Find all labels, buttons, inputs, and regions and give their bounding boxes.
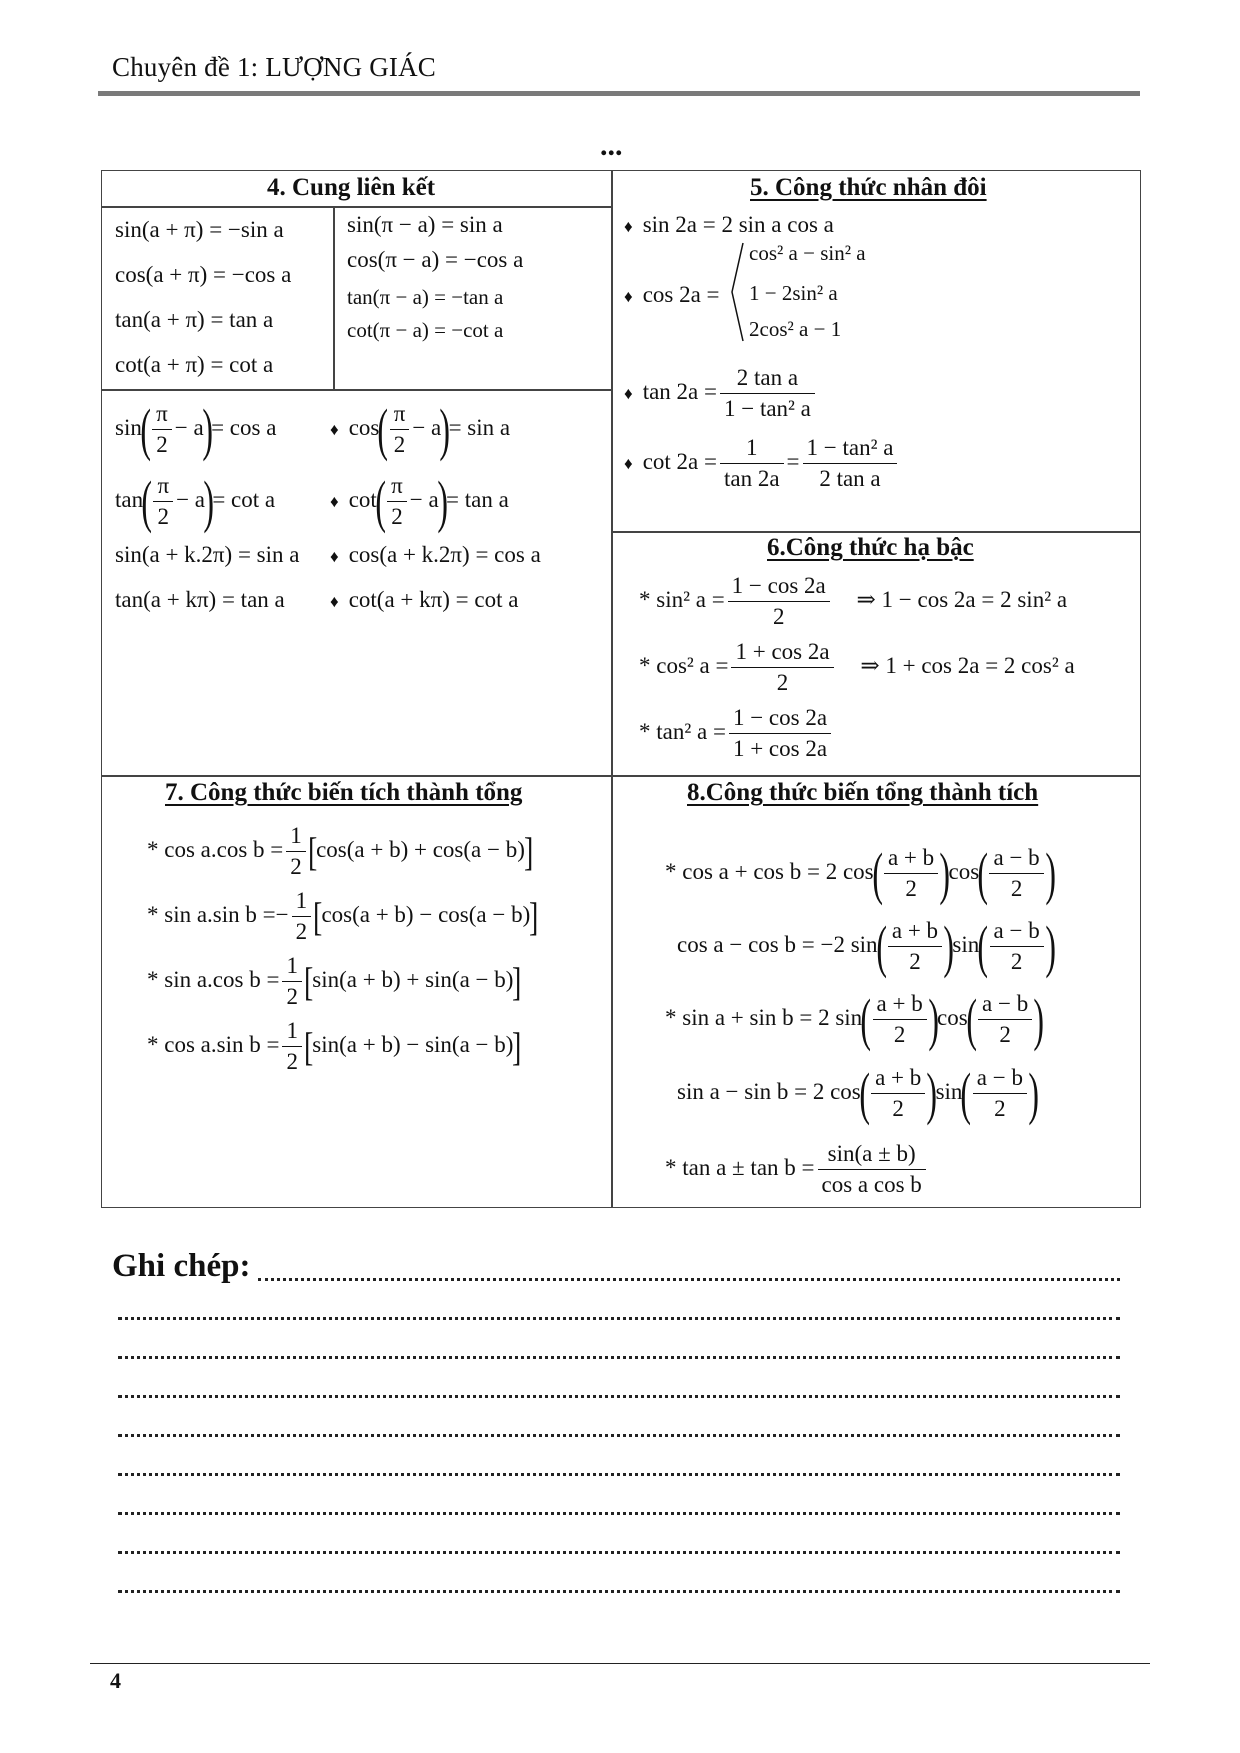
s6-title: 6.Công thức hạ bậc [767,534,974,561]
footer-rule [90,1663,1150,1664]
s4-right-1: sin(π − a) = sin a [347,212,503,237]
note-line-2[interactable] [118,1317,1120,1320]
s4-left-4: cot(a + π) = cot a [115,352,274,377]
s4-title-rule [102,206,611,208]
s5-title: 5. Công thức nhân đôi [750,174,987,201]
s5-cos2a-case-1: cos² a − sin² a [749,241,866,265]
s4-periodic-sin: sin(a + k.2π) = sin a [115,542,300,567]
s5-sin2a: ♦ sin 2a = 2 sin a cos a [624,212,834,237]
header-rule [98,91,1140,96]
note-line-3[interactable] [118,1356,1120,1359]
s4-comp-cot: ♦ cot( $\frac{\pi}{2}$ − a)= tan a [330,468,509,534]
s4-right-4: cot(π − a) = −cot a [347,318,504,342]
s4-col-divider [333,206,335,389]
s5-tan2a: ♦ tan 2a = $\frac{\text{2 tan a}}{\text{1 − tan² a}}$ [624,363,818,424]
s8-tan: * tan a ± tan b = $\frac{\sin(a \pm b)}{\text{cos a cos b}}$ [665,1139,929,1200]
s4-mid-rule [102,389,611,391]
notes-label: Ghi chép: [112,1248,251,1284]
s8-row-2: cos a − cos b = −2 sin( $\frac{a + b}{2}$ )sin( $\frac{a - b}{2}$ ) [677,913,1056,979]
ellipsis: ... [600,129,623,162]
page-number: 4 [110,1668,121,1693]
s7-title: 7. Công thức biến tích thành tổng [165,779,523,806]
s4-periodic-cos: ♦ cos(a + k.2π) = cos a [330,542,541,567]
brace-svg [730,241,744,343]
s4-title: 4. Cung liên kết [267,174,436,201]
s4-comp-cos: ♦ cos( $\frac{\pi}{2}$ − a)= sin a [330,396,511,462]
s6-row-3: * tan² a = $\frac{1 - \cos 2a}{1 + \cos 2a}$ [639,703,834,764]
row-divider [102,775,1140,777]
page-header: Chuyên đề 1: LƯỢNG GIÁC [112,52,437,82]
s6-row-1: * sin² a = $\frac{1 - \cos 2a}{2}$ ⇒ 1 − cos 2a = 2 sin² a [639,573,1068,629]
s4-left-2: cos(a + π) = −cos a [115,262,292,287]
s7-row-1: * cos a.cos b = $\frac{1}{2}$ [cos(a + b) + cos(a − b)] [147,823,534,879]
s6-row-2: * cos² a = $\frac{1 + \cos 2a}{2}$ ⇒ 1 + cos 2a = 2 cos² a [639,639,1075,695]
s4-left-1: sin(a + π) = −sin a [115,217,284,242]
note-line-6[interactable] [118,1473,1120,1476]
s4-periodic-tan: tan(a + kπ) = tan a [115,587,285,612]
s4-right-2: cos(π − a) = −cos a [347,247,524,272]
s5-cot2a: ♦ cot 2a = $\frac{1}{\tan 2a}$ = $\frac{\text{1 − tan² a}}{\text{2 tan a}}$ [624,433,900,494]
s5-cos2a-case-3: 2cos² a − 1 [749,317,842,341]
note-line-7[interactable] [118,1512,1120,1515]
center-divider [611,171,613,1207]
note-line-1[interactable] [258,1278,1120,1281]
s4-comp-tan: tan( $\frac{\pi}{2}$ − a)= cot a [115,468,276,534]
formula-table [101,170,1141,1208]
s7-row-4: * cos a.sin b = $\frac{1}{2}$ [sin(a + b) − sin(a − b)] [147,1018,522,1074]
note-line-5[interactable] [118,1434,1120,1437]
s4-comp-sin: sin( $\frac{\pi}{2}$ − a)= cos a [115,396,277,462]
note-line-9[interactable] [118,1590,1120,1593]
s7-row-2: * sin a.sin b =− $\frac{1}{2}$ [cos(a + b) − cos(a − b)] [147,888,539,944]
s8-row-1: * cos a + cos b = 2 cos( $\frac{a + b}{2}$ )cos( $\frac{a - b}{2}$ ) [665,840,1056,906]
s4-left-3: tan(a + π) = tan a [115,307,274,332]
s5-cos2a-lhs: ♦ cos 2a = [624,282,720,307]
s4-periodic-cot: ♦ cot(a + kπ) = cot a [330,587,519,612]
s7-row-3: * sin a.cos b = $\frac{1}{2}$ [sin(a + b) + sin(a − b)] [147,953,522,1009]
s8-row-3: * sin a + sin b = 2 sin( $\frac{a + b}{2}$ )cos( $\frac{a - b}{2}$ ) [665,986,1045,1052]
s8-row-4: sin a − sin b = 2 cos( $\frac{a + b}{2}$ )sin( $\frac{a - b}{2}$ ) [677,1060,1039,1126]
s5-cos2a-case-2: 1 − 2sin² a [749,281,838,305]
s8-title: 8.Công thức biến tổng thành tích [687,779,1039,806]
s5-cos2a-brace [730,241,744,343]
note-line-4[interactable] [118,1395,1120,1398]
s4-right-3: tan(π − a) = −tan a [347,285,504,309]
s5-s6-rule [611,531,1141,533]
note-line-8[interactable] [118,1551,1120,1554]
